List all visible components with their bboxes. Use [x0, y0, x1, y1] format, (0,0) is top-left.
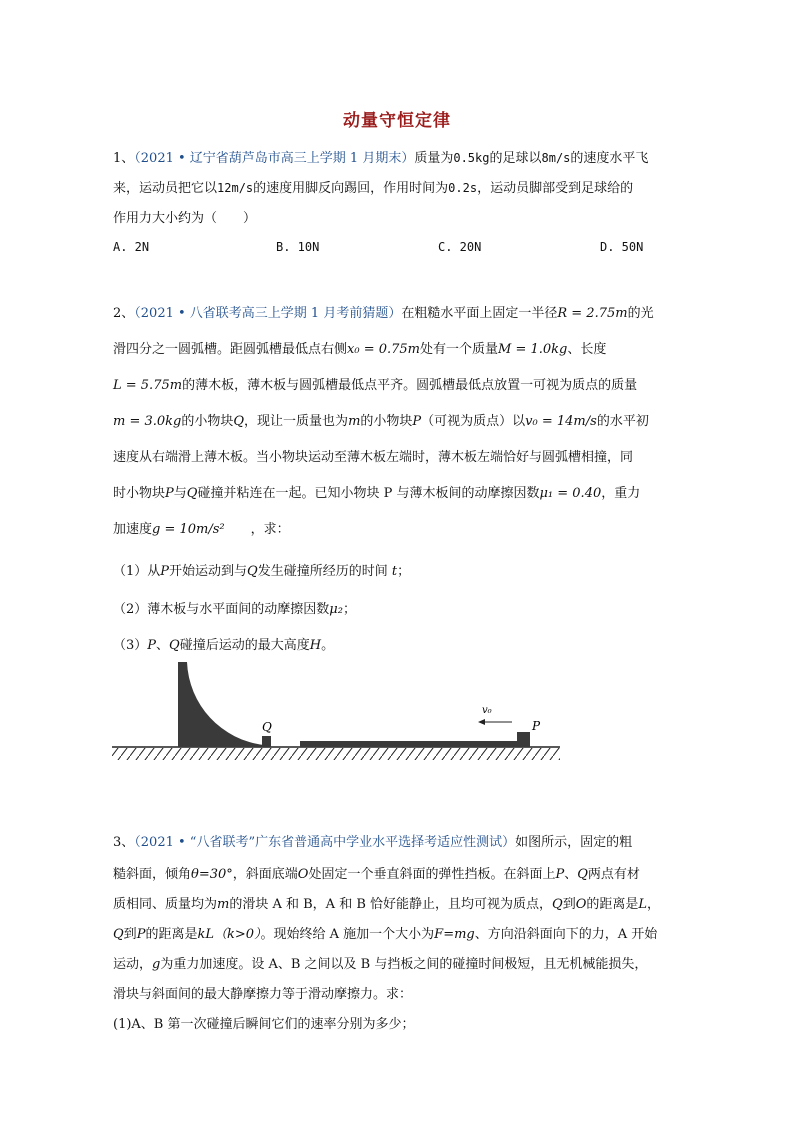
label-q: Q: [262, 720, 272, 734]
q2-line-4: m = 3.0kg的小物块Q，现让一质量也为m的小物块P（可视为质点）以v₀ = 14m/s的水平初: [113, 414, 649, 429]
q2-source: （2021 • 八省联考高三上学期 1 月考前猜题）: [134, 306, 402, 321]
q2-sub-2: （2）薄木板与水平面间的动摩擦因数μ₂；: [113, 602, 356, 617]
q1-line-3: 作用力大小约为（ ）: [113, 211, 257, 226]
q3-line-5: 运动，g为重力加速度。设 A、B 之间以及 B 与挡板之间的碰撞时间极短，且无机械能损失，: [113, 957, 648, 972]
q2-line-2: 滑四分之一圆弧槽。距圆弧槽最低点右侧x₀ = 0.75m处有一个质量M = 1.0kg、长度: [113, 342, 607, 357]
arc-groove-block: [178, 662, 264, 747]
q2-line-3: L = 5.75m的薄木板，薄木板与圆弧槽最低点平齐。圆弧槽最低点放置一可视为质点的质量: [113, 378, 638, 393]
q2-line-1: 2、（2021 • 八省联考高三上学期 1 月考前猜题）在粗糙水平面上固定一半径R = 2.75m的光: [113, 306, 654, 321]
block-q: [262, 736, 271, 747]
wooden-board: [300, 741, 530, 747]
q3-line-2: 糙斜面，倾角θ=30°，斜面底端O处固定一个垂直斜面的弹性挡板。在斜面上P、Q两点有材: [113, 867, 640, 882]
q3-sub-1: (1)A、B 第一次碰撞后瞬间它们的速率分别为多少；: [113, 1017, 415, 1032]
q3-line-6: 滑块与斜面间的最大静摩擦力等于滑动摩擦力。求：: [113, 987, 413, 1002]
label-v0: v₀: [482, 705, 492, 716]
ground-hatching: [112, 748, 560, 760]
q1-option-d: D. 50N: [600, 240, 644, 254]
page-title: 动量守恒定律: [343, 111, 451, 131]
q2-sub-3: （3）P、Q碰撞后运动的最大高度H。: [113, 638, 335, 653]
q3-line-3: 质相同、质量均为m的滑块 A 和 B，A 和 B 恰好能静止，且均可视为质点，Q到O的距离是L，: [113, 897, 661, 912]
q1-option-a: A. 2N: [113, 240, 150, 254]
q2-sub-1: （1）从P开始运动到与Q发生碰撞所经历的时间 t；: [113, 564, 411, 579]
q1-source: （2021 • 辽宁省葫芦岛市高三上学期 1 月期末）: [134, 151, 415, 166]
q3-line-1: 3、（2021 • “八省联考”广东省普通高中学业水平选择考适应性测试）如图所示，固定的粗: [113, 835, 633, 850]
q1-line-1: 1、（2021 • 辽宁省葫芦岛市高三上学期 1 月期末）质量为0.5kg的足球以8m/s的速度水平飞: [113, 151, 649, 166]
q1-line-2: 来，运动员把它以12m/s的速度用脚反向踢回，作用时间为0.2s，运动员脚部受到足球给的: [113, 181, 634, 196]
q3-source: （2021 • “八省联考”广东省普通高中学业水平选择考适应性测试）: [134, 835, 516, 850]
q3-line-4: Q到P的距离是kL（k>0）。现始终给 A 施加一个大小为F=mg、方向沿斜面向下的力，A 开始: [113, 927, 658, 942]
velocity-arrowhead: [478, 719, 485, 725]
q1-option-b: B. 10N: [276, 240, 320, 254]
label-p: P: [532, 719, 541, 733]
q2-line-7: 加速度g = 10m/s² ，求：: [113, 522, 290, 537]
q2-line-5: 速度从右端滑上薄木板。当小物块运动至薄木板左端时，薄木板左端恰好与圆弧槽相撞，同: [113, 450, 634, 465]
block-p: [517, 732, 530, 741]
q2-line-6: 时小物块P与Q碰撞并粘连在一起。已知小物块 P 与薄木板间的动摩擦因数μ₁ = 0.40，重力: [113, 486, 641, 501]
q1-option-c: C. 20N: [438, 240, 482, 254]
physics-figure: [112, 660, 562, 762]
